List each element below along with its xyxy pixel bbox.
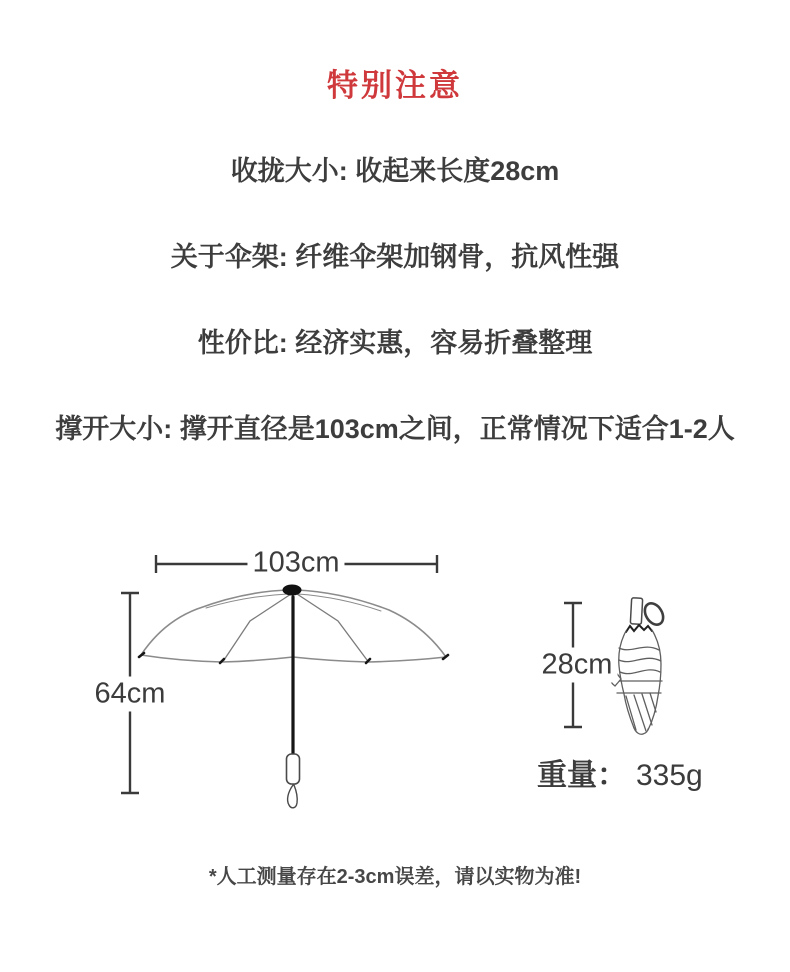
open-height-label: 64cm <box>90 677 171 712</box>
spec-value: 性价比: 经济实惠，容易折叠整理 <box>197 328 593 358</box>
folded-length-label: 28cm <box>537 648 618 683</box>
open-width-label: 103cm <box>247 546 344 581</box>
page-title: 特别注意 <box>327 68 463 103</box>
weight-label: 重量： <box>537 759 627 792</box>
open-umbrella-icon <box>139 585 448 808</box>
spec-frame: 关于伞架: 纤维伞架加钢骨，抗风性强 <box>170 242 620 272</box>
spec-collapsed-size: 收拢大小: 收起来长度28cm <box>230 156 560 186</box>
weight-row <box>537 750 703 794</box>
measurement-disclaimer: *人工测量存在2-3cm误差，请以实物为准! <box>208 866 582 888</box>
weight-value: 335g <box>636 759 703 792</box>
spec-open-size: 撑开大小: 撑开直径是103cm之间，正常情况下适合1-2人 <box>55 414 735 444</box>
